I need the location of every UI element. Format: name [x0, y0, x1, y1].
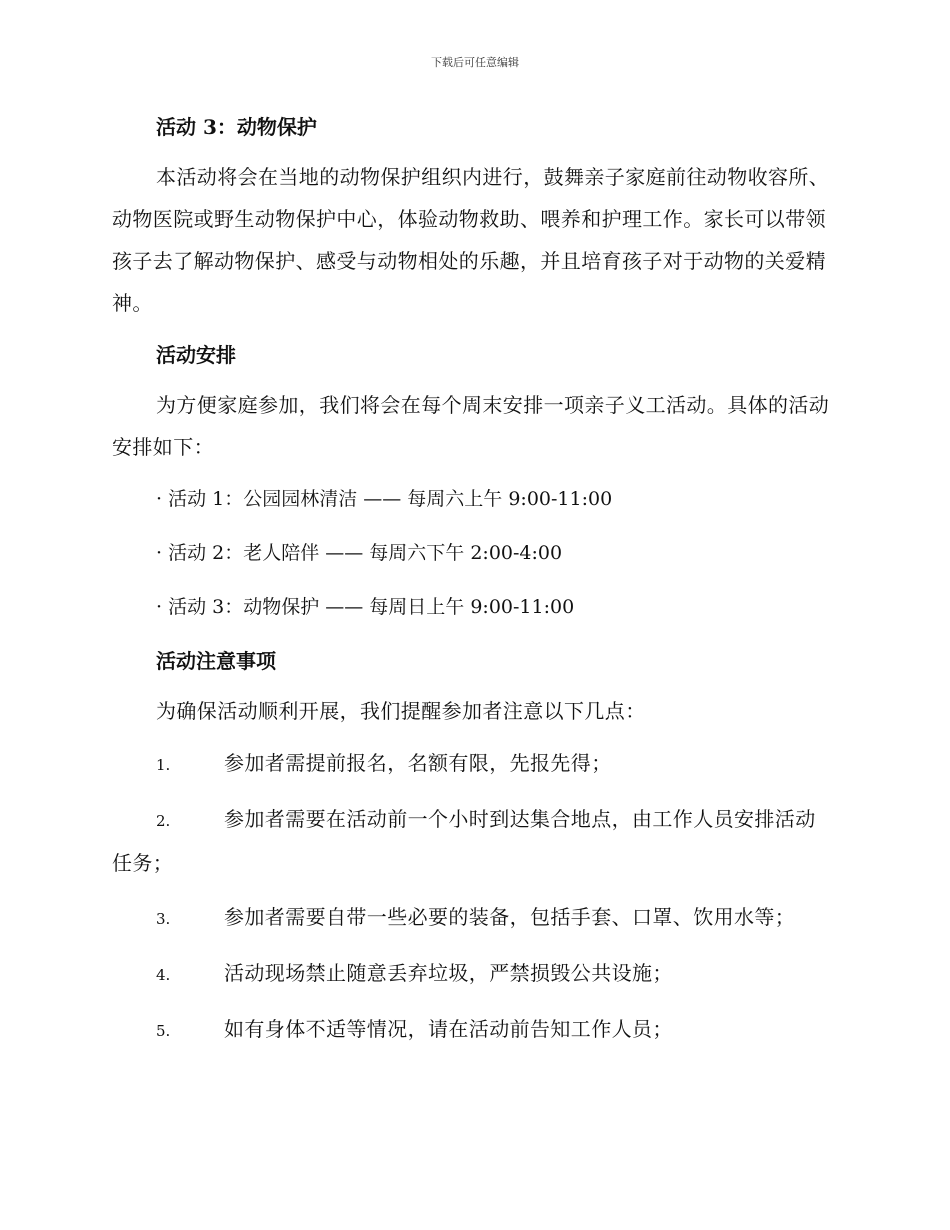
- schedule-item-1: · 活动 1：公园园林清洁 —— 每周六上午 9:00-11:00: [156, 488, 613, 510]
- activity3-paragraph: 本活动将会在当地的动物保护组织内进行，鼓舞亲子家庭前往动物收容所、动物医院或野生动物保护中心，体验动物救助、喂养和护理工作。家长可以带领孩子去了解动物保护、感受与动物相处的乐趣，并且培育孩子对于动物的关爱精神。: [112, 165, 830, 315]
- notes-item-text: 参加者需提前报名，名额有限，先报先得；: [224, 751, 612, 775]
- activity3-heading: 活动 3：动物保护: [156, 115, 317, 139]
- notes-item-4: [112, 952, 832, 996]
- notes-item-number: 2.: [156, 812, 171, 830]
- notes-item-2: [112, 798, 832, 884]
- schedule-item-2: · 活动 2：老人陪伴 —— 每周六下午 2:00-4:00: [156, 542, 563, 564]
- schedule-heading: 活动安排: [156, 343, 236, 367]
- schedule-paragraph: 为方便家庭参加，我们将会在每个周末安排一项亲子义工活动。具体的活动安排如下：: [112, 393, 830, 459]
- notes-heading: 活动注意事项: [156, 649, 276, 673]
- notes-item-text: 参加者需要自带一些必要的装备，包括手套、口罩、饮用水等；: [224, 905, 796, 929]
- notes-item-5: [112, 1008, 832, 1052]
- header-note: 下载后可任意编辑: [431, 56, 519, 69]
- notes-item-text: 活动现场禁止随意丢弃垃圾，严禁损毁公共设施；: [224, 961, 673, 985]
- notes-item-text: 如有身体不适等情况，请在活动前告知工作人员；: [224, 1017, 673, 1041]
- notes-item-number: 5.: [156, 1022, 171, 1040]
- notes-item-number: 3.: [156, 910, 171, 928]
- notes-item-1: [112, 742, 832, 786]
- document-body: [112, 106, 832, 1064]
- schedule-item-3: · 活动 3：动物保护 —— 每周日上午 9:00-11:00: [156, 596, 575, 618]
- notes-item-3: [112, 896, 832, 940]
- notes-item-number: 4.: [156, 966, 171, 984]
- notes-item-text: 参加者需要在活动前一个小时到达集合地点，由工作人员安排活动任务；: [112, 807, 816, 875]
- notes-item-number: 1.: [156, 756, 171, 774]
- notes-intro: 为确保活动顺利开展，我们提醒参加者注意以下几点：: [156, 699, 646, 723]
